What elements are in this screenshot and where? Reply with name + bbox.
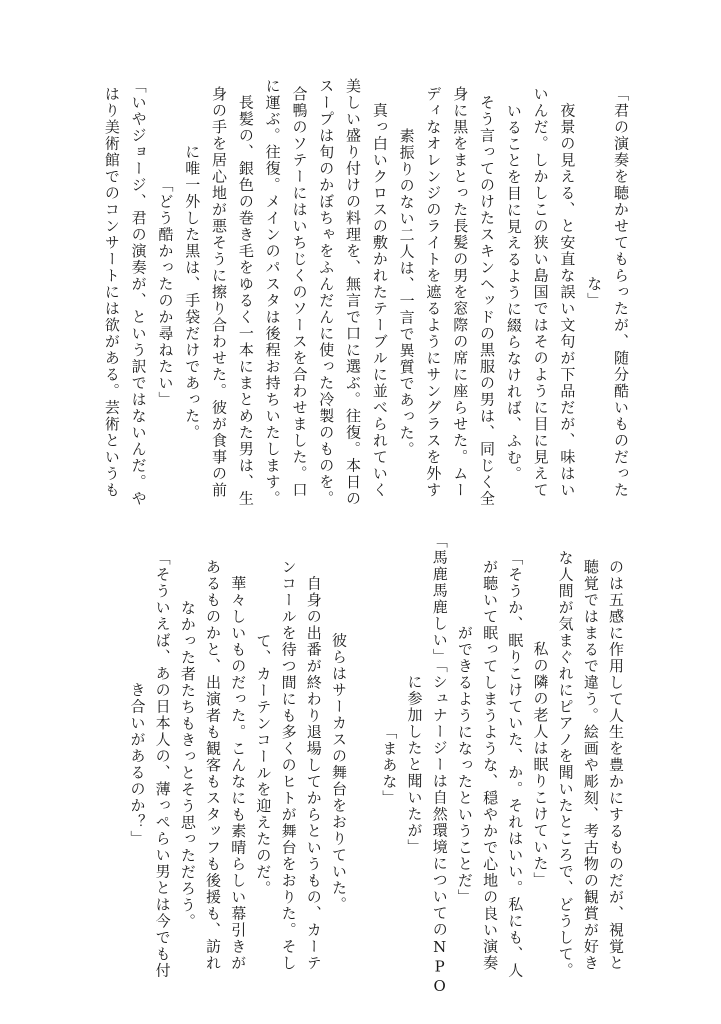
text-line: はり美術館でのコンサートには欲がある。芸術というも xyxy=(102,86,121,499)
text-line: 合鴨のソテーにはいちじくのソースを合わせました。口 xyxy=(290,86,309,499)
text-line: 自身の出番が終わり退場してからというもの、カーテ xyxy=(304,558,323,971)
text-line: いんだ。しかしこの狭い島国ではそのように目に見えて xyxy=(531,86,550,499)
text-line: 「君の演奏を聴かせてもらったが、随分酷いものだった xyxy=(612,86,630,499)
text-line: 華々しいものだった。こんなにも素晴らしい幕引きが xyxy=(229,558,248,971)
text-line: 「まあな」 xyxy=(380,723,399,806)
text-line: に唯一外した黒は、手袋だけであった。 xyxy=(183,144,202,441)
text-line: 「いやジョージ、君の演奏が、という訳ではないんだ。や xyxy=(129,78,148,507)
text-line: が聴いて眠ってしまうような、穏やかで心地の良い演奏 xyxy=(481,558,500,971)
text-line: 私の隣の老人は眠りこけていた」 xyxy=(531,641,550,889)
text-line: ができるようになったということだ」 xyxy=(455,624,474,905)
text-line: ンコールを待つ間にも多くのヒトが舞台をおりた。そし xyxy=(279,558,298,971)
text-line: 長髪の、銀色の巻き毛をゆるく一本にまとめた男は、生 xyxy=(236,78,255,507)
text-line: なかった者たちもきっとそう思っただろう。 xyxy=(178,599,197,930)
text-line: な人間が気まぐれにピアノを聞いたところで、どうして。 xyxy=(556,550,575,980)
text-line: な」 xyxy=(585,276,604,309)
text-line: 夜景の見える、と安直な誤い文句が下品だが、味はい xyxy=(558,86,577,499)
text-line: 聴覚ではまるで違う。絵画や彫刻、考古物の観賞が好き xyxy=(581,558,600,971)
text-line: のは五感に作用して人生を豊かにするものだが、視覚と xyxy=(607,558,625,971)
text-line: そう言ってのけたスキンヘッドの黒服の男は、同じく全 xyxy=(478,78,497,507)
text-line: 「そうか、眠りこけていた、か。それはいい。私にも、人 xyxy=(506,550,525,980)
text-line: いることを目に見えるように綴らなければ、ふむ。 xyxy=(504,102,523,483)
text-line: き合いがあるのか？」 xyxy=(128,682,147,848)
bottom-text-block xyxy=(119,533,623,997)
text-line: 彼らはサーカスの舞台をおりていた。 xyxy=(329,616,348,914)
text-line: 素振りのない二人は、一言で異質であった。 xyxy=(397,127,416,458)
top-text-block xyxy=(92,78,628,507)
text-line: 身に黒をまとった長髪の男を窓際の席に座らせた。ムー xyxy=(451,86,470,499)
text-line: に運ぶ。往復。メインのパスタは後程お持ちいたします。 xyxy=(263,78,282,507)
text-line: 「どう酷かったのか尋ねたい」 xyxy=(156,177,175,408)
text-line: ディなオレンジのライトを遮るようにサングラスを外す xyxy=(424,86,443,499)
text-line: 美しい盛り付けの料理を、無言で口に選ぶ。往復。本日の xyxy=(344,78,363,507)
text-line: に参加したと聞いたが」 xyxy=(405,674,424,856)
text-line: 身の手を居心地が悪そうに擦り合わせた。彼が食事の前 xyxy=(210,86,229,499)
text-line: あるものかと、出演者も観客もスタッフも後援も、訪れ xyxy=(204,558,222,971)
text-line: 真っ白いクロスの敷かれたテーブルに並べられていく xyxy=(370,86,389,499)
text-line: スープは旬のかぼちゃをふんだんに使った冷製のものを。 xyxy=(317,78,336,507)
text-line: 「馬鹿馬鹿しい」「シュナージーは自然環境についてのNPO xyxy=(430,533,449,997)
text-line: 「そういえば、あの日本人の、薄っぺらい男とは今でも付 xyxy=(153,550,172,980)
text-line xyxy=(346,533,371,997)
text-line: て、カーテンコールを迎えたのだ。 xyxy=(254,632,273,897)
